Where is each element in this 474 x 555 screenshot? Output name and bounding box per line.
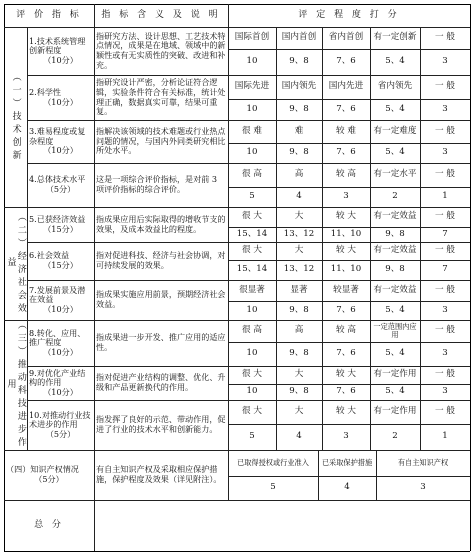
indicator-cell	[4, 450, 94, 500]
grid-hline	[27, 280, 470, 281]
grid-hline	[27, 120, 470, 121]
score-option[interactable]: 4	[296, 431, 302, 442]
grid-vline	[420, 400, 421, 450]
indicator-cell	[27, 320, 94, 366]
meaning-cell: 指研究方法、设计思想、工艺技术特点情况，成果是在地域、领域中的新颖性或有无实质性的突破、改进和补充。	[96, 30, 226, 70]
score-option[interactable]: 3	[442, 147, 448, 158]
level-label: 较 大	[336, 406, 356, 417]
grid-hline	[228, 260, 470, 261]
grid-vline	[370, 366, 371, 400]
indicator-points: （10分）	[43, 96, 78, 107]
grid-hline	[228, 227, 470, 228]
grid-vline	[420, 163, 421, 207]
ip-level-label: 已取得授权或行业准入	[237, 457, 309, 467]
meaning-cell: 指成果应用后实际取得的增收节支的效果，及成本效益比的程度。	[96, 213, 226, 234]
grid-vline	[4, 4, 5, 551]
ip-score-option[interactable]: 3	[420, 482, 426, 493]
total-score-field[interactable]	[94, 500, 470, 551]
meaning-cell: 指成果进一步开发、推广应用的适应性。	[96, 332, 226, 352]
score-option[interactable]: 5、4	[385, 147, 405, 158]
score-option[interactable]: 11、10	[330, 264, 362, 275]
score-option[interactable]: 10	[246, 304, 258, 315]
indicator-name: 6.社会效益	[29, 250, 70, 261]
score-option[interactable]: 5、4	[385, 348, 405, 359]
grid-hline	[27, 163, 470, 164]
level-label: 一 般	[435, 369, 455, 380]
score-option[interactable]: 10	[246, 56, 258, 67]
level-label: 较 高	[336, 169, 356, 180]
level-label: 很 大	[242, 406, 262, 417]
category-tech-progress: （三）推动科技进步作用	[5, 320, 26, 450]
score-option[interactable]: 15、14	[236, 228, 268, 239]
score-option[interactable]: 3	[343, 191, 349, 202]
level-label: 较 大	[336, 369, 356, 380]
grid-vline	[370, 75, 371, 120]
grid-vline	[322, 242, 323, 280]
indicator-name: 1.技术系统管理创新程度	[29, 35, 86, 56]
level-label: 较显著	[333, 284, 359, 295]
score-option[interactable]: 10	[246, 348, 258, 359]
header-scoring: 评 定 程 度 打 分	[298, 10, 400, 21]
grid-vline	[370, 320, 371, 366]
indicator-name: （四）知识产权情况	[6, 464, 79, 475]
grid-hline	[228, 384, 470, 385]
level-label: 一 般	[435, 325, 455, 336]
score-option[interactable]: 5	[249, 191, 255, 202]
level-label: 有一定效益	[373, 211, 417, 222]
level-label: 省内领先	[377, 81, 413, 92]
level-label: 有一定难度	[373, 125, 417, 136]
total-label: 总 分	[34, 520, 64, 531]
score-option[interactable]: 5、4	[385, 56, 405, 67]
score-option[interactable]: 9、8	[289, 348, 309, 359]
grid-hline	[4, 450, 470, 451]
level-label: 高	[294, 325, 304, 336]
grid-vline	[370, 280, 371, 320]
meaning-cell: 指研究设计严密，分析论证符合逻辑，实验条件符合有关标准，统计处理正确，数据真实可靠，结果可重复。	[96, 77, 226, 117]
level-label: 较 大	[336, 211, 356, 222]
grid-hline	[228, 301, 470, 302]
level-label: 国际先进	[234, 81, 270, 92]
grid-vline	[420, 27, 421, 75]
grid-vline	[370, 163, 371, 207]
grid-vline	[322, 75, 323, 120]
grid-vline	[370, 400, 371, 450]
score-option[interactable]: 7、6	[336, 147, 356, 158]
indicator-cell	[27, 400, 94, 450]
grid-vline	[370, 242, 371, 280]
grid-vline	[420, 207, 421, 242]
grid-vline	[322, 280, 323, 320]
grid-vline	[322, 366, 323, 400]
score-option[interactable]: 5、4	[385, 103, 405, 114]
level-label: 有一定水平	[373, 169, 417, 180]
level-label: 国内领先	[281, 81, 317, 92]
grid-vline	[276, 75, 277, 120]
indicator-points: （15分）	[43, 260, 78, 270]
score-option[interactable]: 7、6	[336, 56, 356, 67]
score-option[interactable]: 3	[442, 348, 448, 359]
grid-vline	[370, 207, 371, 242]
grid-vline	[276, 163, 277, 207]
meaning-cell: 这是一项综合评价指标，是对前 3 项评价指标的综合评价。	[96, 174, 218, 194]
indicator-name: 10.对推动行业技术进步的作用	[29, 409, 91, 430]
grid-hline	[228, 424, 470, 425]
score-option[interactable]: 3	[442, 56, 448, 67]
score-option[interactable]: 7	[442, 264, 448, 275]
grid-vline	[94, 4, 95, 551]
score-option[interactable]: 13、12	[283, 264, 315, 275]
indicator-points: （10分）	[43, 346, 78, 357]
grid-vline	[322, 120, 323, 163]
meaning-cell: 指对促进产业结构的调整、优化、升级和产品更新换代的作用。	[96, 372, 226, 392]
grid-vline	[276, 207, 277, 242]
level-label: 有一定效益	[373, 284, 417, 295]
score-option[interactable]: 10	[246, 103, 258, 114]
grid-vline	[370, 27, 371, 75]
header-indicator: 评 价 指 标	[16, 10, 82, 21]
score-option[interactable]: 9、8	[385, 264, 405, 275]
level-label: 一 般	[435, 125, 455, 136]
grid-vline	[420, 242, 421, 280]
level-label: 一 般	[435, 32, 455, 43]
grid-hline	[228, 143, 470, 144]
level-label: 有一定作用	[373, 369, 417, 380]
indicator-cell	[27, 207, 94, 242]
level-label: 很 难	[242, 125, 262, 136]
level-label: 一 般	[435, 81, 455, 92]
score-option[interactable]: 5、4	[385, 386, 405, 397]
score-option[interactable]: 3	[442, 386, 448, 397]
grid-hline	[228, 342, 470, 343]
indicator-cell	[27, 280, 94, 320]
score-option[interactable]: 2	[392, 431, 398, 442]
grid-vline	[228, 4, 229, 500]
grid-vline	[420, 320, 421, 366]
level-label: 较 难	[336, 125, 356, 136]
grid-hline	[228, 49, 470, 50]
score-option[interactable]: 9、8	[289, 147, 309, 158]
category-economic-social: （二）经济社会效益	[5, 211, 26, 316]
indicator-cell	[27, 242, 94, 280]
grid-vline	[420, 75, 421, 120]
grid-vline	[322, 207, 323, 242]
score-option[interactable]: 13、12	[283, 228, 315, 239]
grid-hline	[228, 99, 470, 100]
grid-vline	[276, 320, 277, 366]
indicator-points: （5分）	[45, 428, 76, 439]
level-label: 有一定作用	[373, 406, 417, 417]
grid-hline	[27, 75, 470, 76]
meaning-cell: 指发挥了良好的示范、带动作用，促进了行业的技术水平和创新能力。	[96, 414, 226, 434]
indicator-points: （5分）	[34, 474, 64, 484]
ip-score-option[interactable]: 5	[270, 482, 276, 493]
grid-vline	[420, 120, 421, 163]
score-option[interactable]: 1	[442, 431, 448, 442]
grid-vline	[318, 450, 319, 500]
grid-vline	[420, 280, 421, 320]
indicator-name: 8.转化、应用、推广程度	[29, 327, 86, 348]
indicator-name: 3.难易程度或复杂程度	[29, 126, 86, 146]
score-option[interactable]: 3	[343, 431, 349, 442]
level-label: 大	[294, 406, 304, 417]
score-option[interactable]: 10	[246, 386, 258, 397]
level-label: 难	[294, 125, 304, 136]
score-option[interactable]: 9、8	[289, 386, 309, 397]
level-label: 很 大	[242, 245, 262, 256]
indicator-points: （10分）	[43, 386, 78, 397]
meaning-cell: 指解决该领域的技术难题或行业热点问题的情况，与国内外同类研究相比所处水平。	[96, 126, 226, 156]
level-label: 国内首创	[281, 32, 317, 43]
grid-vline	[27, 27, 28, 450]
ip-score-option[interactable]: 4	[344, 482, 350, 493]
score-option[interactable]: 1	[442, 191, 448, 202]
indicator-cell	[27, 366, 94, 400]
grid-hline	[4, 551, 470, 552]
grid-hline	[27, 242, 470, 243]
score-option[interactable]: 7	[442, 228, 448, 239]
grid-vline	[322, 163, 323, 207]
score-option[interactable]: 5、4	[385, 304, 405, 315]
grid-hline	[228, 187, 470, 188]
score-option[interactable]: 9、8	[385, 228, 405, 239]
header-meaning: 指 标 含 义 及 说 明	[101, 10, 221, 21]
level-label: 很 高	[242, 325, 262, 336]
score-option[interactable]: 10	[246, 147, 258, 158]
ip-level-label: 已采取保护措施	[321, 457, 373, 467]
level-label: 大	[294, 369, 304, 380]
level-label: 国际首创	[234, 32, 270, 43]
grid-vline	[276, 280, 277, 320]
score-option[interactable]: 7、6	[336, 348, 356, 359]
ip-meaning-cell: 有自主知识产权及采取相应保护措施，保护程度及效果（详见附注）。	[96, 464, 222, 484]
level-label: 显著	[290, 284, 308, 295]
level-label: 一定范围内应用	[373, 321, 417, 339]
meaning-cell: 指对促进科技、经济与社会协调，对可持续发展的效果。	[96, 250, 226, 270]
level-label: 大	[294, 245, 304, 256]
level-label: 较 大	[336, 245, 356, 256]
level-label: 有一定创新	[373, 32, 417, 43]
category-tech-innovation: （一）技术创新	[10, 71, 21, 163]
indicator-points: （15分）	[43, 223, 78, 234]
score-option[interactable]: 5	[249, 431, 255, 442]
grid-hline	[4, 207, 470, 208]
grid-vline	[276, 242, 277, 280]
grid-hline	[4, 27, 470, 28]
level-label: 大	[294, 211, 304, 222]
score-option[interactable]: 15、14	[236, 264, 268, 275]
grid-vline	[322, 320, 323, 366]
grid-hline	[4, 4, 470, 5]
level-label: 国内先进	[328, 81, 364, 92]
indicator-name: 2.科学性	[29, 86, 62, 97]
grid-vline	[276, 366, 277, 400]
indicator-name: 5.已获经济效益	[29, 213, 86, 224]
grid-hline	[27, 366, 470, 367]
ip-level-label: 有自主知识产权	[397, 457, 449, 467]
score-option[interactable]: 4	[296, 191, 302, 202]
meaning-cell: 指成果实施应用前景，预期经济社会效益。	[96, 289, 226, 309]
level-label: 有一定效益	[373, 245, 417, 256]
level-label: 较 高	[336, 325, 356, 336]
grid-vline	[370, 120, 371, 163]
indicator-name: 9.对优化产业结构的作用	[29, 367, 86, 388]
level-label: 一 般	[435, 211, 455, 222]
indicator-points: （5分）	[45, 184, 76, 194]
grid-vline	[322, 27, 323, 75]
indicator-points: （10分）	[43, 145, 78, 156]
grid-vline	[322, 400, 323, 450]
grid-vline	[276, 27, 277, 75]
level-label: 省内首创	[328, 32, 364, 43]
grid-vline	[276, 400, 277, 450]
grid-hline	[228, 476, 470, 477]
grid-hline	[4, 320, 470, 321]
indicator-name: 4.总体技术水平	[29, 174, 86, 185]
score-option[interactable]: 9、8	[289, 304, 309, 315]
grid-vline	[470, 4, 471, 551]
level-label: 很显著	[239, 284, 265, 295]
score-option[interactable]: 9、8	[289, 56, 309, 67]
score-option[interactable]: 7、6	[336, 386, 356, 397]
level-label: 一 般	[435, 406, 455, 417]
grid-hline	[27, 400, 470, 401]
level-label: 一 般	[435, 245, 455, 256]
grid-vline	[420, 366, 421, 400]
indicator-cell	[27, 75, 94, 120]
grid-hline	[4, 500, 470, 501]
indicator-cell	[27, 120, 94, 163]
indicator-points: （10分）	[43, 54, 78, 65]
level-label: 很 大	[242, 369, 262, 380]
level-label: 很 大	[242, 211, 262, 222]
indicator-points: （10分）	[43, 303, 78, 314]
indicator-name: 7.发展前景及潜在效益	[29, 284, 86, 305]
level-label: 一 般	[435, 169, 455, 180]
level-label: 一 般	[435, 284, 455, 295]
level-label: 高	[294, 169, 304, 180]
score-option[interactable]: 11、10	[330, 228, 362, 239]
score-option[interactable]: 3	[442, 103, 448, 114]
indicator-cell	[27, 163, 94, 207]
grid-vline	[276, 120, 277, 163]
indicator-cell	[27, 27, 94, 75]
score-option[interactable]: 7、6	[336, 103, 356, 114]
score-option[interactable]: 2	[392, 191, 398, 202]
grid-vline	[376, 450, 377, 500]
level-label: 很 高	[242, 169, 262, 180]
score-option[interactable]: 9、8	[289, 103, 309, 114]
score-option[interactable]: 7、6	[336, 304, 356, 315]
score-option[interactable]: 3	[442, 304, 448, 315]
